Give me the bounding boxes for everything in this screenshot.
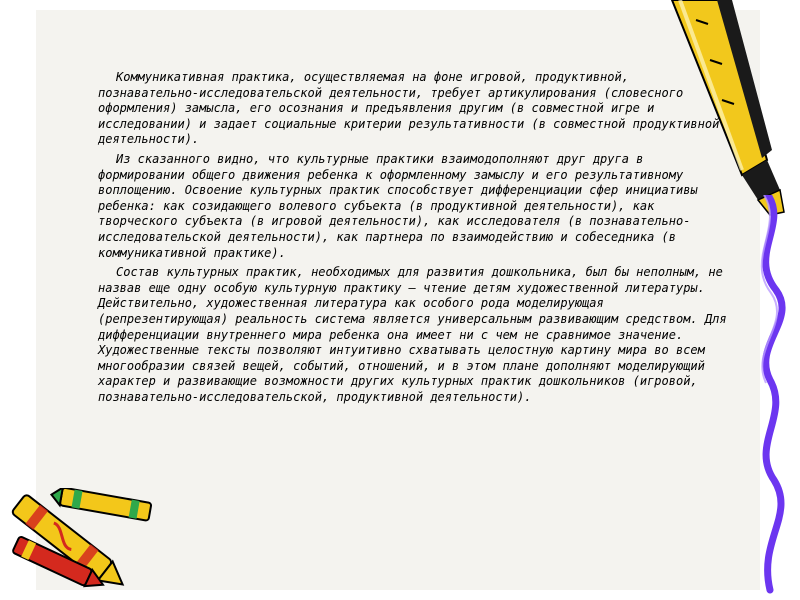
squiggle-line-icon [740, 195, 800, 595]
paragraph-1: Коммуникативная практика, осуществляемая на фоне игровой, продуктивной, познавательно-исследовательской деятельности, требует артикулирования (словесного оформления) замысла, его осознания и предъявления другим (в совместной игре и исследовании) и задает социальные критерии результативности (в совместной продуктивной деятельности). [98, 70, 720, 147]
crayons-icon [0, 488, 170, 598]
paragraph-2: Из сказанного видно, что культурные практики взаимодополняют друг друга в формировании общего движения ребенка к оформленному замыслу и его результативному воплощению. Освоение культурных практик способствует дифференциации сфер инициативы ребенка: как созидающего волевого субъекта (в продуктивной деятельности), как творческого субъекта (в игровой деятельности), как исследователя (в познавательно-исследовательской деятельности), как партнера по взаимодействию и собеседника (в коммуникативной практике). [98, 151, 698, 260]
slide-text [98, 70, 728, 409]
paragraph-3: Состав культурных практик, необходимых для развития дошкольника, был бы неполным, не назвав еще одну особую культурную практику — чтение детям художественной литературы. Действительно, художественная литература как особого рода моделирующая (репрезентирующая) реальность система является универсальным развивающим средством. Для дифференциации внутреннего мира ребенка она имеет ни с чем не сравнимое значение. Художественные тексты позволяют интуитивно схватывать целостную картину мира во всем многообразии связей вещей, событий, отношений, и в этом плане дополняют моделирующий характер и развивающие возможности других культурных практик дошкольников (игровой, познавательно-исследовательской, продуктивной деятельности). [98, 265, 727, 404]
